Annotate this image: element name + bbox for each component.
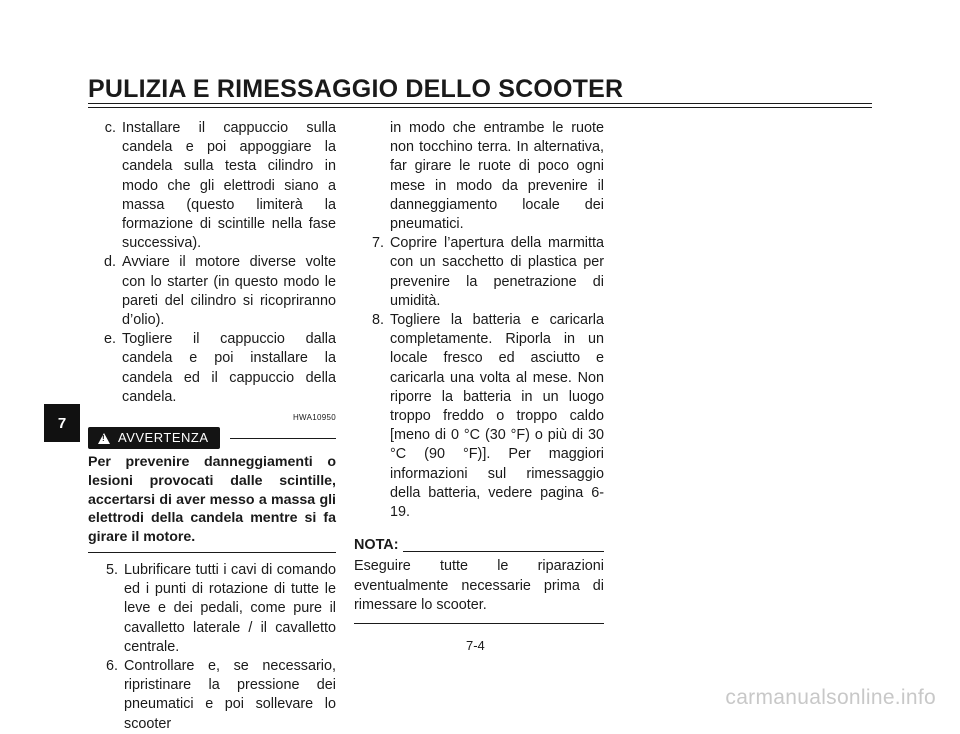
list-text: Togliere la batteria e caricarla completamente. Riporla in un locale fresco ed asciutto e caricarla una volta al mese. Non riporre la batteria in un luogo troppo freddo o troppo caldo [meno di 0 °C (30 °F) o più di 30 °C (90 °F)]. Per maggiori informazioni sul rimessaggio della batteria, vedere pagina 6-19. (390, 312, 604, 521)
list-text: Lubrificare tutti i cavi di comando ed i punti di rotazione di tutte le leve e dei pedali, come pure il cavalletto laterale / il cavalletto centrale. (124, 562, 336, 655)
warning-code: HWA10950 (292, 413, 336, 423)
list-marker: 8. (371, 312, 384, 329)
list-marker: 6. (105, 658, 118, 675)
list-marker: 7. (371, 235, 384, 252)
page-number: 7-4 (466, 638, 485, 653)
right-column (354, 119, 604, 624)
continued-text: in modo che entrambe le ruote non tocchino terra. In alternativa, far girare le ruote di poco ogni mese in modo da prevenire il danneggiamento locale dei pneumatici. (390, 120, 604, 233)
list-marker: e. (103, 331, 116, 348)
list-marker: 5. (105, 562, 118, 579)
left-column (88, 119, 336, 734)
list-item (354, 311, 604, 522)
note-rule (403, 551, 605, 552)
list-item (88, 657, 336, 734)
warning-header (88, 427, 336, 449)
list-item (88, 119, 336, 253)
list-text: Coprire l’apertura della marmitta con un sacchetto di plastica per prevenire la penetrazione di umidità. (390, 235, 604, 309)
list-text: Togliere il cappuccio dalla candela e poi installare la candela ed il cappuccio della candela. (122, 331, 336, 405)
note-text: Eseguire tutte le riparazioni eventualmente necessarie prima di rimessare lo scooter. (354, 557, 604, 624)
list-item (354, 234, 604, 311)
warning-text: Per prevenire danneggiamenti o lesioni provocati dalle scintille, accertarsi di aver messo a massa gli elettrodi della candela mentre si fa girare il motore. (88, 453, 336, 553)
note-header (354, 536, 604, 555)
watermark: carmanualsonline.info (725, 686, 936, 709)
warning-rule (230, 438, 336, 439)
warning-triangle-icon (98, 433, 110, 444)
chapter-tab: 7 (44, 404, 80, 442)
list-item (88, 330, 336, 407)
list-text: Avviare il motore diverse volte con lo starter (in questo modo le pareti del cilindro si ricopriranno d’olio). (122, 254, 336, 329)
warning-label: AVVERTENZA (118, 430, 209, 446)
warning-badge (88, 427, 220, 449)
note-label: NOTA: (354, 537, 399, 554)
list-item (88, 561, 336, 657)
list-text: Installare il cappuccio sulla candela e poi appoggiare la candela sulla testa cilindro in modo che gli elettrodi siano a massa (questo limiterà la formazione di scintille nella fase successiva). (122, 120, 336, 252)
title-rule (88, 103, 872, 108)
list-item (88, 253, 336, 330)
list-marker: c. (104, 120, 116, 136)
list-marker: d. (103, 254, 116, 271)
list-text: Controllare e, se necessario, ripristinare la pressione dei pneumatici e poi sollevare lo scooter (124, 658, 336, 732)
page-title: PULIZIA E RIMESSAGGIO DELLO SCOOTER (88, 75, 624, 103)
